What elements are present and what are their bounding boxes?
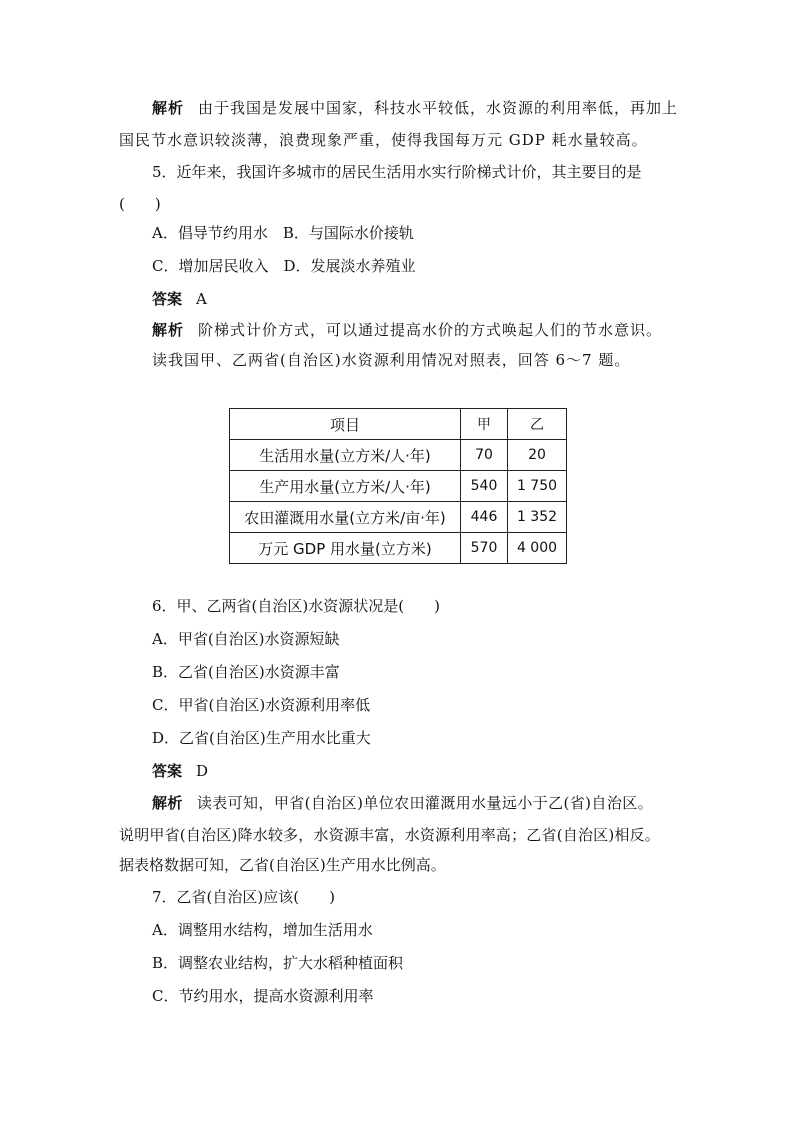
question-5-bracket: ( ): [119, 195, 161, 213]
table-cell: 540: [461, 471, 508, 502]
question-6-option-c: C．甲省(自治区)水资源利用率低: [152, 696, 371, 714]
water-resource-table: [229, 408, 567, 564]
explanation-label: 解析: [152, 99, 185, 117]
question-6-explanation-line2: 说明甲省(自治区)降水较多，水资源丰富，水资源利用率高；乙省(自治区)相反。: [119, 826, 661, 844]
table-cell: 4 000: [508, 533, 567, 564]
table-cell: 生活用水量(立方米/人·年): [230, 440, 461, 471]
table-cell: 570: [461, 533, 508, 564]
answer-label: 答案: [152, 290, 183, 308]
question-6-stem: 6．甲、乙两省(自治区)水资源状况是( ): [152, 597, 440, 615]
question-7-option-b: B．调整农业结构，扩大水稻种植面积: [152, 954, 404, 972]
explanation-q4-line2: 国民节水意识较淡薄，浪费现象严重，使得我国每万元 GDP 耗水量较高。: [119, 131, 648, 149]
table-intro: 读我国甲、乙两省(自治区)水资源利用情况对照表，回答 6～7 题。: [152, 351, 631, 369]
explanation-label: 解析: [152, 321, 185, 339]
question-5-answer: 答案 A: [152, 290, 207, 308]
question-5-options-cd: C．增加居民收入 D．发展淡水养殖业: [152, 257, 416, 275]
question-7-stem: 7．乙省(自治区)应该( ): [152, 888, 335, 906]
table-cell: 446: [461, 502, 508, 533]
table-row: [230, 471, 567, 502]
question-6-explanation-line1: 解析 读表可知，甲省(自治区)单位农田灌溉用水量远小于乙(省)自治区。: [152, 794, 654, 812]
explanation-label: 解析: [152, 794, 183, 812]
table-row: [230, 533, 567, 564]
table-header-cell: 乙: [508, 409, 567, 440]
question-7-option-a: A．调整用水结构，增加生活用水: [152, 921, 373, 939]
table-cell: 万元 GDP 用水量(立方米): [230, 533, 461, 564]
question-5-stem: 5．近年来，我国许多城市的居民生活用水实行阶梯式计价，其主要目的是: [152, 163, 642, 181]
table-header-row: [230, 409, 567, 440]
answer-label: 答案: [152, 762, 183, 780]
table-cell: 70: [461, 440, 508, 471]
question-6-option-a: A．甲省(自治区)水资源短缺: [152, 630, 340, 648]
table-cell: 农田灌溉用水量(立方米/亩·年): [230, 502, 461, 533]
question-6-answer: 答案 D: [152, 762, 209, 780]
table-cell: 1 352: [508, 502, 567, 533]
question-5-explanation: 解析 阶梯式计价方式，可以通过提高水价的方式唤起人们的节水意识。: [152, 321, 663, 339]
question-5-options-ab: A．倡导节约用水 B．与国际水价接轨: [152, 224, 414, 242]
question-6-option-b: B．乙省(自治区)水资源丰富: [152, 663, 340, 681]
table-row: [230, 502, 567, 533]
question-7-option-c: C．节约用水，提高水资源利用率: [152, 987, 374, 1005]
question-6-option-d: D．乙省(自治区)生产用水比重大: [152, 729, 371, 747]
table-cell: 1 750: [508, 471, 567, 502]
table-cell: 生产用水量(立方米/人·年): [230, 471, 461, 502]
question-6-explanation-line3: 据表格数据可知，乙省(自治区)生产用水比例高。: [119, 856, 446, 874]
table-cell: 20: [508, 440, 567, 471]
table-header-cell: 项目: [230, 409, 461, 440]
table-header-cell: 甲: [461, 409, 508, 440]
table-row: [230, 440, 567, 471]
explanation-q4-line1: 解析 由于我国是发展中国家，科技水平较低，水资源的利用率低，再加上: [152, 99, 679, 117]
